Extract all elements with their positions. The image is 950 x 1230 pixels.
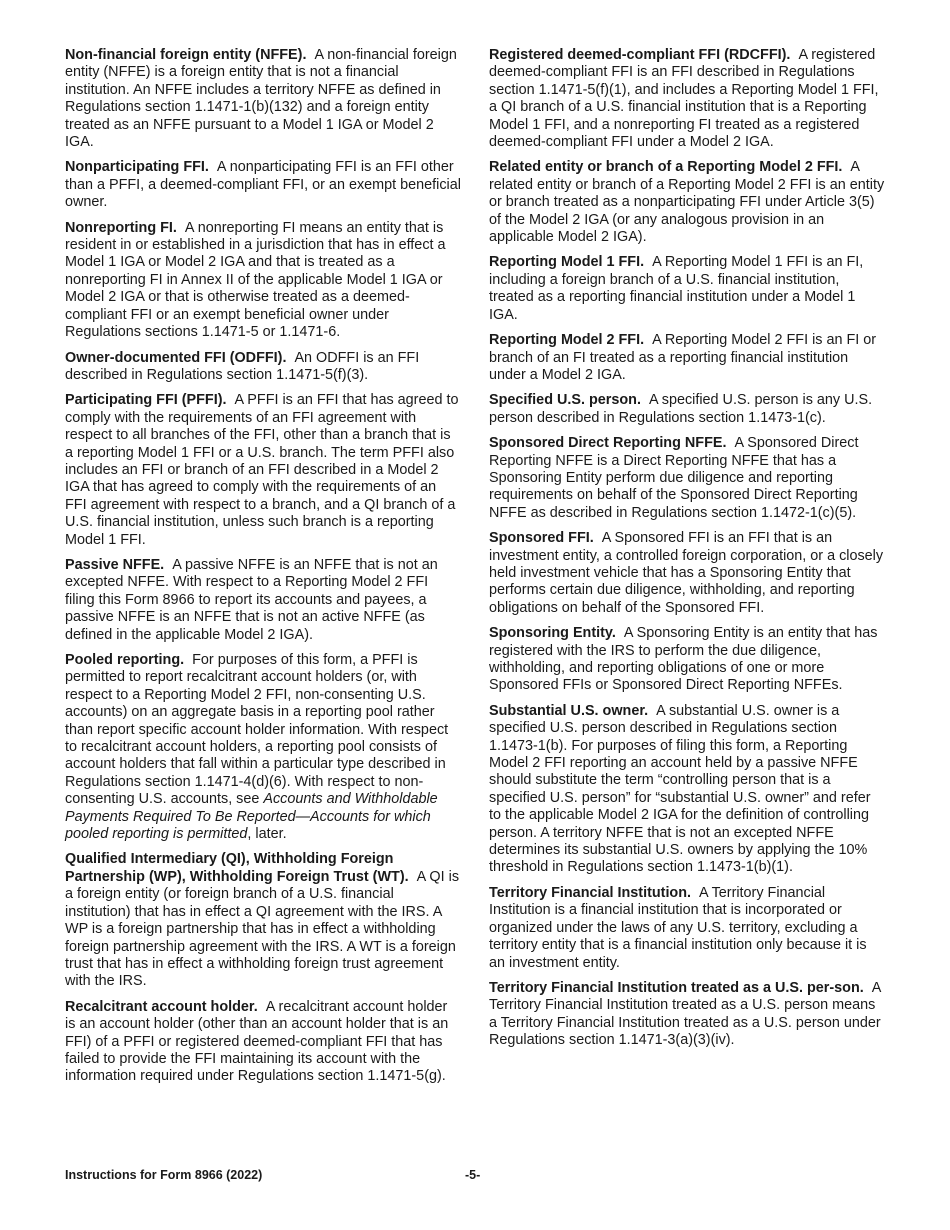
definition-entry (489, 392, 885, 427)
definition-term: Sponsored Direct Reporting NFFE. (489, 435, 727, 452)
definition-term: Pooled reporting. (65, 652, 185, 668)
right-column (489, 47, 885, 1058)
page-number: -5- (465, 1168, 481, 1182)
footer-form-title: Instructions for Form 8966 (2022) (65, 1168, 263, 1182)
definition-entry (65, 652, 461, 843)
definition-entry (489, 254, 885, 324)
definition-text: An ODFFI is an FFI described in Regulations section 1.1471-5(f)(3). (65, 349, 420, 383)
left-column (65, 47, 461, 1094)
definition-text: A substantial U.S. owner is a specified U.S. person described in Regulations section 1.1473-1(b). For purposes of filing this form, a Reporting Model 2 FFI reporting an account held by a passive NFFE should substitute the term “controlling person that is a specified U.S. person” for “substantial U.S. owner” and refer to the applicable Model 2 IGA for the definition of controlling person. A territory NFFE that is not an excepted NFFE determines its substantial U.S. owners by applying the 10% threshold in Regulations section 1.1473-1(b)(1). (489, 702, 871, 876)
definition-entry (489, 980, 885, 1050)
definition-term: Reporting Model 2 FFI. (489, 332, 645, 349)
definition-term: Owner-documented FFI (ODFFI). (65, 349, 287, 366)
definition-text: A nonreporting FI means an entity that is resident in or established in a jurisdiction that has in effect a Model 1 IGA or Model 2 IGA and that is treated as a nonreporting FI in Annex II of the applicable Model 1 IGA or Model 2 IGA or that is otherwise treated as a deemed-compliant FFI or an exempt beneficial owner under Regulations sections 1.1471-5 or 1.1471-6. (65, 219, 446, 341)
definition-text: A specified U.S. person is any U.S. person described in Regulations section 1.1473-1(c). (489, 392, 873, 426)
definition-text: A Reporting Model 2 FFI is an FI or branch of an FI treated as a reporting financial institution under a Model 2 IGA. (489, 332, 877, 383)
definition-text: A Sponsored Direct Reporting NFFE is a Direct Reporting NFFE that has a Sponsoring Entity perform due diligence and reporting requirements on behalf of the Sponsored Direct Reporting NFFE as described in Regulations section 1.1472-1(c)(5). (489, 435, 859, 521)
definition-term: Sponsoring Entity. (489, 625, 616, 642)
definition-text: A non-financial foreign entity (NFFE) is a foreign entity that is not a financial institution. An NFFE includes a territory NFFE as defined in Regulations section 1.1471-1(b)(132) and a foreign entity treated as an NFFE pursuant to a Model 1 IGA or Model 2 IGA. (65, 47, 457, 151)
definition-text: A Territory Financial Institution treated as a U.S. person means a Territory Financial Institution treated as a U.S. person under Regulations section 1.1471-3(a)(3)(iv). (489, 979, 881, 1049)
definition-term: Related entity or branch of a Reporting Model 2 FFI. (489, 159, 843, 176)
definition-entry (489, 159, 885, 246)
definition-term: Substantial U.S. owner. (489, 702, 649, 719)
definition-entry (489, 47, 885, 151)
definition-term: Participating FFI (PFFI). (65, 392, 227, 409)
definition-text: A Sponsoring Entity is an entity that has registered with the IRS to perform the due diligence, withholding, and reporting obligations of one or more Sponsored FFIs or Sponsored Direct Reporting NFFEs. (489, 625, 878, 694)
definition-entry (65, 159, 461, 211)
definition-text: A Reporting Model 1 FFI is an FI, including a foreign branch of a U.S. financial institution, treated as a reporting financial institution under a Model 1 IGA. (489, 254, 864, 323)
definition-entry (65, 851, 461, 990)
definition-entry (489, 703, 885, 877)
definition-term: Passive NFFE. (65, 556, 165, 573)
definition-text: A QI is a foreign entity (or foreign branch of a U.S. financial institution) that has in effect a QI agreement with the IRS. A WP is a foreign partnership that has in effect a withholding foreign partnership agreement with the IRS. A WT is a foreign trust that has in effect a withholding foreign trust agreement with the IRS. (65, 868, 460, 990)
definition-text: A Sponsored FFI is an FFI that is an investment entity, a controlled foreign corporation, or a closely held investment vehicle that has a Sponsoring Entity that performs certain due diligence, withholding, and reporting obligations on behalf of the Sponsored FFI. (489, 530, 884, 616)
definition-entry (489, 530, 885, 617)
definition-term: Reporting Model 1 FFI. (489, 254, 645, 271)
definition-term: Qualified Intermediary (QI), Withholding Foreign Partnership (WP), Withholding Foreign Trust (WT). (65, 851, 409, 885)
definition-entry (65, 350, 461, 385)
definition-term: Territory Financial Institution treated as a U.S. per-son. (489, 979, 864, 996)
definition-term: Territory Financial Institution. (489, 884, 692, 901)
definition-text: A nonparticipating FFI is an FFI other than a PFFI, a deemed-compliant FFI, or an exempt beneficial owner. (65, 159, 461, 211)
definition-entry (65, 220, 461, 342)
definition-text-tail: , later. (247, 826, 287, 843)
definition-term: Registered deemed-compliant FFI (RDCFFI). (489, 47, 791, 63)
definition-entry (65, 47, 461, 151)
cross-reference: Accounts and Withholdable Payments Required To Be Reported—Accounts for which pooled reporting is permitted (65, 791, 438, 843)
definition-text: A registered deemed-compliant FFI is an FFI described in Regulations section 1.1471-5(f)(1), and includes a Reporting Model 1 FFI, a QI branch of a U.S. financial institution that is a Reporting Model 1 FFI, and a nonreporting FI treated as a registered deemed-compliant FFI under a Model 2 IGA. (489, 47, 879, 151)
definition-term: Non-financial foreign entity (NFFE). (65, 47, 307, 63)
definition-entry (489, 332, 885, 384)
definition-entry (489, 625, 885, 695)
definition-text: A passive NFFE is an NFFE that is not an excepted NFFE. With respect to a Reporting Model 2 FFI filing this Form 8966 to report its accounts and payees, a passive NFFE is an NFFE that is not an active NFFE (as defined in the applicable Model 2 IGA). (65, 556, 438, 643)
definition-term: Specified U.S. person. (489, 392, 641, 409)
definition-term: Recalcitrant account holder. (65, 998, 258, 1015)
definition-term: Nonparticipating FFI. (65, 159, 209, 176)
definition-term: Nonreporting FI. (65, 219, 177, 236)
definition-entry (65, 392, 461, 549)
definition-entry (489, 885, 885, 972)
definition-text: For purposes of this form, a PFFI is permitted to report recalcitrant account holders (or, with respect to a Reporting Model 2 FFI, non-consenting U.S. accounts) on an aggregate basis in a reporting pool rather than report specific account holder information. With respect to recalcitrant account holders, a reporting pool consists of account holders that fall within a particular type described in Regulations section 1.1471-4(d)(6). With respect to non-consenting U.S. accounts, see (65, 652, 449, 808)
definition-entry (65, 999, 461, 1086)
definition-text: A PFFI is an FFI that has agreed to comply with the requirements of an FFI agreement with respect to all branches of the FFI, other than a branch that is a reporting Model 1 FFI or a U.S. branch. The term PFFI also includes an FFI or branch of an FFI described in a Model 2 IGA that has agreed to comply with the requirements of an FFI agreement with respect to a branch, and a QI branch of a U.S. financial institution, unless such branch is a reporting Model 1 FFI. (65, 392, 459, 548)
definition-text: A related entity or branch of a Reporting Model 2 FFI is an entity or branch treated as a nonparticipating FFI under Article 3(5) of the Model 2 IGA (or any analogous provision in an applicable Model 2 IGA). (489, 159, 885, 246)
definition-text: A recalcitrant account holder is an account holder (other than an account holder that is an FFI) of a PFFI or registered deemed-compliant FFI that has failed to provide the FFI maintaining its account with the information required under Regulations section 1.1471-5(g). (65, 998, 449, 1085)
definition-entry (489, 435, 885, 522)
definition-entry (65, 557, 461, 644)
definition-term: Sponsored FFI. (489, 530, 594, 547)
definition-text: A Territory Financial Institution is a financial institution that is incorporated or organized under the laws of any U.S. territory, excluding a territory entity that is a financial institution only because it is an investment entity. (489, 884, 867, 971)
